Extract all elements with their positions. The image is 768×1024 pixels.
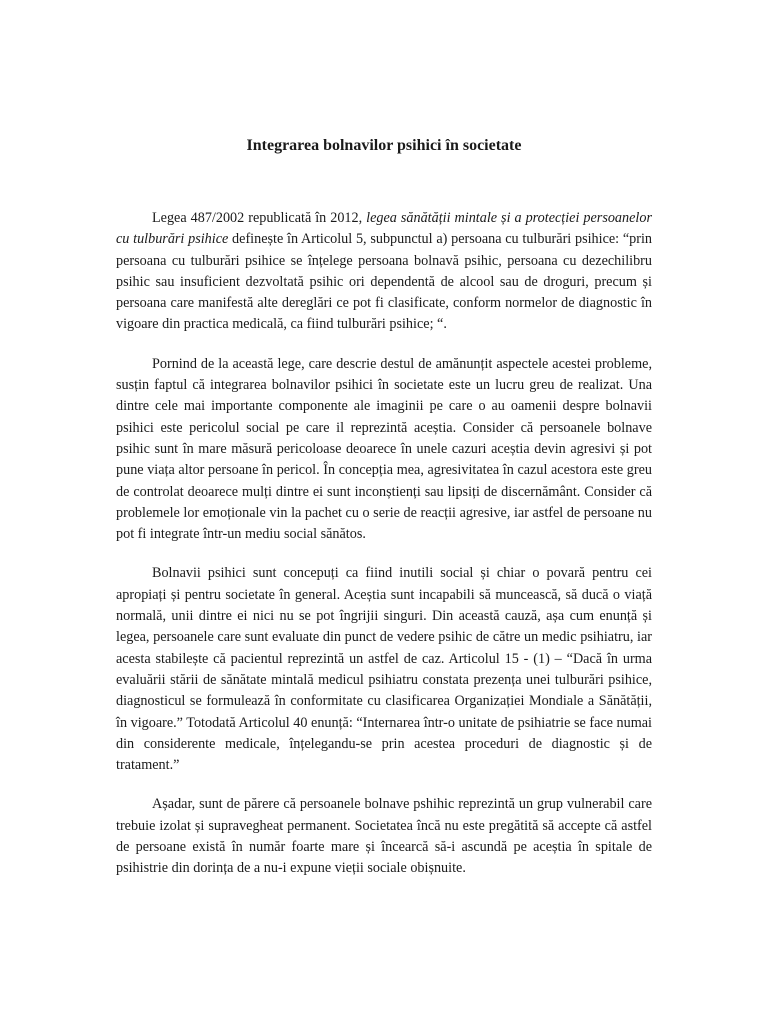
document-title: Integrarea bolnavilor psihici în societate [246, 137, 522, 154]
paragraph-1 [116, 208, 652, 336]
paragraph-4: Așadar, sunt de părere că persoanele bolnave pshihic reprezintă un grup vulnerabil care trebuie izolat și supravegheat permanent. Societatea încă nu este pregătită să accepte că astfel de persoane există în număr foarte mare și încearcă să-i ascundă pe aceștia în spitale de psihistrie din dorința de a nu-i expune vieții sociale obișnuite. [116, 796, 652, 877]
paragraph-3: Bolnavii psihici sunt concepuți ca fiind inutili social și chiar o povară pentru cei apropiați și pentru societate în general. Aceștia sunt incapabili să muncească, să ducă o viață normală, unii dintre ei nici nu se pot îngrijii singuri. Din această cauză, așa cum enunță și legea, persoanele care sunt evaluate din punct de vedere psihic de către un medic psihiatru, iar acesta stabilește că pacientul reprezintă un astfel de caz. Articolul 15 - (1) – “Dacă în urma evaluării stării de sănătate mintală medicul psihiatru constata prezența unei tulburări psihice, diagnosticul se formulează în conformitate cu clasificarea Organizației Mondiale a Sănătății, în vigoare.” Totodată Articolul 40 enunță: “Internarea într-o unitate de psihiatrie se face numai din considerente medicale, înțelegandu-se prin acestea proceduri de diagnostic și de tratament.” [116, 565, 652, 774]
paragraph-2: Pornind de la această lege, care descrie destul de amănunțit aspectele acestei probleme, susțin faptul că integrarea bolnavilor psihici în societate este un lucru greu de realizat. Una dintre cele mai importante componente ale imaginii pe care o au oamenii despre bolnavii psihici este pericolul social pe care il reprezintă aceștia. Consider că persoanele bolnave psihic sunt în mare măsură pericoloase deoarece în unele cazuri aceștia devin agresivi și pot pune viața altor persoane în pericol. În concepția mea, agresivitatea în cazul acestora este greu de controlat deoarece mulți dintre ei sunt inconștienți sau lipsiți de discernământ. Consider că problemele lor emoționale vin la pachet cu o serie de reacții agresive, iar astfel de persoane nu pot fi integrate într-un mediu social sănătos. [116, 355, 652, 543]
law-title-italic: legea sănătății mintale și a protecției persoanelor cu tulburări psihice [116, 210, 652, 248]
paragraph-1-intro: Legea 487/2002 republicată în 2012, [152, 210, 367, 226]
document-body [116, 208, 652, 898]
paragraph-1-rest: definește în Articolul 5, subpunctul a) persoana cu tulburări psihice: “prin persoana cu tulburări psihice se înțelege persoana bolnavă psihic, persoana cu dezechilibru psihic sau insuficient dezvoltată psihic ori dependentă de alcool sau de droguri, precum și persoana care manifestă alte dereglări ce pot fi clasificate, conform normelor de diagnostic în vigoare din practica medicală, ca fiind tulburări psihice; “. [116, 231, 652, 333]
